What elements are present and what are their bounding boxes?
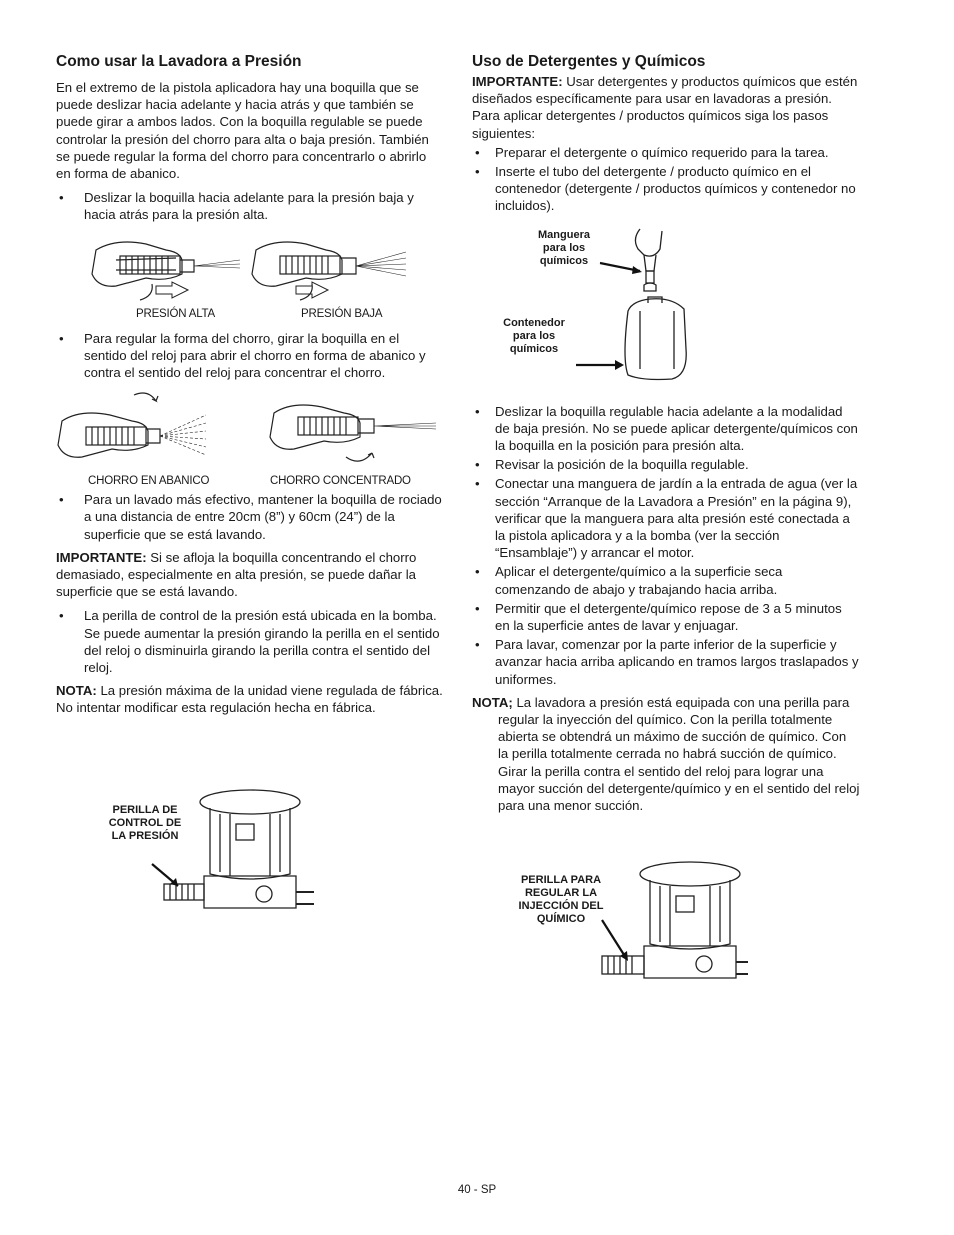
bullet-list: [56, 189, 444, 223]
right-column: [472, 52, 860, 821]
bullet-list: [56, 491, 444, 543]
list-item: • Inserte el tubo del detergente / producto químico en el contenedor (detergente / productos químicos y contenedor no incluidos).: [475, 164, 856, 214]
intro-paragraph: En el extremo de la pistola aplicadora hay una boquilla que se puede deslizar hacia adelante y hacia atrás y que también se puede girar a ambos lados. Con la boquilla regulable se puede controlar la presión del chorro para alta o baja presión. También se puede regular la forma del chorro para concentrarlo o abrirlo en forma de abanico.: [56, 80, 429, 182]
nozzle-slide-figure: [56, 230, 444, 324]
importante-label: IMPORTANTE:: [472, 74, 563, 89]
spray-pattern-illustration: [56, 387, 444, 473]
importante-text: Si se afloja la boquilla concentrando el chorro demasiado, especialmente en alta presión, se puede dañar la superficie que se está lavando.: [56, 549, 417, 600]
page-number: 40 - SP: [457, 1184, 497, 1196]
list-item: • Para un lavado más efectivo, mantener la boquilla de rociado a una distancia de entre 20cm (8”) y 60cm (24”) de la superficie que se está lavando.: [59, 492, 442, 542]
list-item: • Para regular la forma del chorro, girar la boquilla en el sentido del reloj para abrir el chorro en forma de abanico y contra el sentido del reloj para concentrar el chorro.: [59, 330, 426, 381]
callout-chemical-hose: Manguera para los químicos: [538, 228, 590, 267]
pump-illustration: [100, 784, 320, 924]
list-item: • Para lavar, comenzar por la parte inferior de la superficie y avanzar hacia arriba aplicando en tramos largos traslapados y uniformes.: [475, 637, 859, 687]
bullet-list: [56, 607, 444, 676]
pump-pressure-knob-figure: [100, 784, 320, 924]
caption-high-pressure: PRESIÓN ALTA: [136, 307, 215, 320]
caption-low-pressure: PRESIÓN BAJA: [301, 307, 383, 320]
importante-paragraph: [472, 73, 860, 142]
caption-concentrated-spray: CHORRO CONCENTRADO: [270, 475, 411, 488]
list-item: • Aplicar el detergente/químico a la superficie seca comenzando de abajo y trabajando hacia arriba.: [475, 564, 783, 597]
steps-list: [472, 144, 860, 215]
bullet-list: [56, 330, 444, 382]
section-heading-detergents: Uso de Detergentes y Químicos: [472, 53, 706, 70]
list-item: • Deslizar la boquilla hacia adelante para la presión baja y hacia atrás para la presión alta.: [59, 190, 414, 223]
list-item: • Conectar una manguera de jardín a la entrada de agua (ver la sección “Arranque de la Lavadora a Presión” en la página 9), verificar que la manguera para alta presión esté conectada a la pistola aplicadora y a la bomba (ver la sección “Ensamblaje”) y arrancar el motor.: [475, 476, 858, 561]
left-column: [56, 52, 444, 724]
bullet-list: [472, 403, 860, 688]
spray-pattern-figure: [56, 387, 444, 491]
list-item: • Permitir que el detergente/químico repose de 3 a 5 minutos en la superficie antes de lavar y enjuagar.: [475, 600, 842, 634]
callout-pressure-knob: PERILLA DE CONTROL DE LA PRESIÓN: [108, 804, 182, 842]
list-item: • Deslizar la boquilla regulable hacia adelante a la modalidad de baja presión. No se puede aplicar detergente/químicos con la boquilla en la posición para presión alta.: [475, 403, 858, 454]
nota-text: La lavadora a presión está equipada con una perilla para regular la inyección del químico. Con la perilla totalmente abierta se obtendrá un máximo de succión de químico. Con la perilla totalmente cerrada no habrá succión de químico. Girar la perilla contra el sentido del reloj para lograr una mayor succión del detergente/químico y en el sentido del reloj para una menor succión.: [498, 694, 860, 814]
list-item: • Preparar el detergente o químico requerido para la tarea.: [475, 144, 829, 160]
importante-label: IMPORTANTE:: [56, 549, 147, 565]
section-heading-pressure-use: Como usar la Lavadora a Presión: [56, 53, 302, 70]
list-item: • Revisar la posición de la boquilla regulable.: [475, 457, 749, 473]
nota-paragraph: [472, 694, 860, 814]
nota-text: La presión máxima de la unidad viene regulada de fábrica. No intentar modificar esta regulación hecha en fábrica.: [56, 683, 443, 716]
nota-paragraph: [56, 682, 444, 716]
chemical-container-figure: [472, 219, 860, 403]
importante-paragraph: [56, 549, 444, 601]
caption-fan-spray: CHORRO EN ABANICO: [88, 475, 210, 488]
list-item: • La perilla de control de la presión está ubicada en la bomba. Se puede aumentar la presión girando la perilla en el sentido del reloj o disminuirla girando la perilla contra el sentido del reloj.: [59, 608, 440, 676]
pump-chemical-knob-figure: [510, 858, 750, 990]
container-illustration: [472, 219, 732, 403]
nozzle-slide-illustration: [56, 230, 444, 306]
callout-chemical-container: Contenedor para los químicos: [503, 316, 565, 355]
nota-label: NOTA:: [56, 683, 97, 699]
callout-chemical-injection-knob: PERILLA PARA REGULAR LA INJECCIÓN DEL QUÍMICO: [518, 874, 604, 925]
pump-illustration: [510, 858, 750, 990]
importante-text: Usar detergentes y productos químicos que estén diseñados específicamente para usar en lavadoras a presión. Para aplicar detergentes / productos químicos siga los pasos siguientes:: [472, 74, 858, 141]
nota-label: NOTA;: [472, 694, 513, 710]
